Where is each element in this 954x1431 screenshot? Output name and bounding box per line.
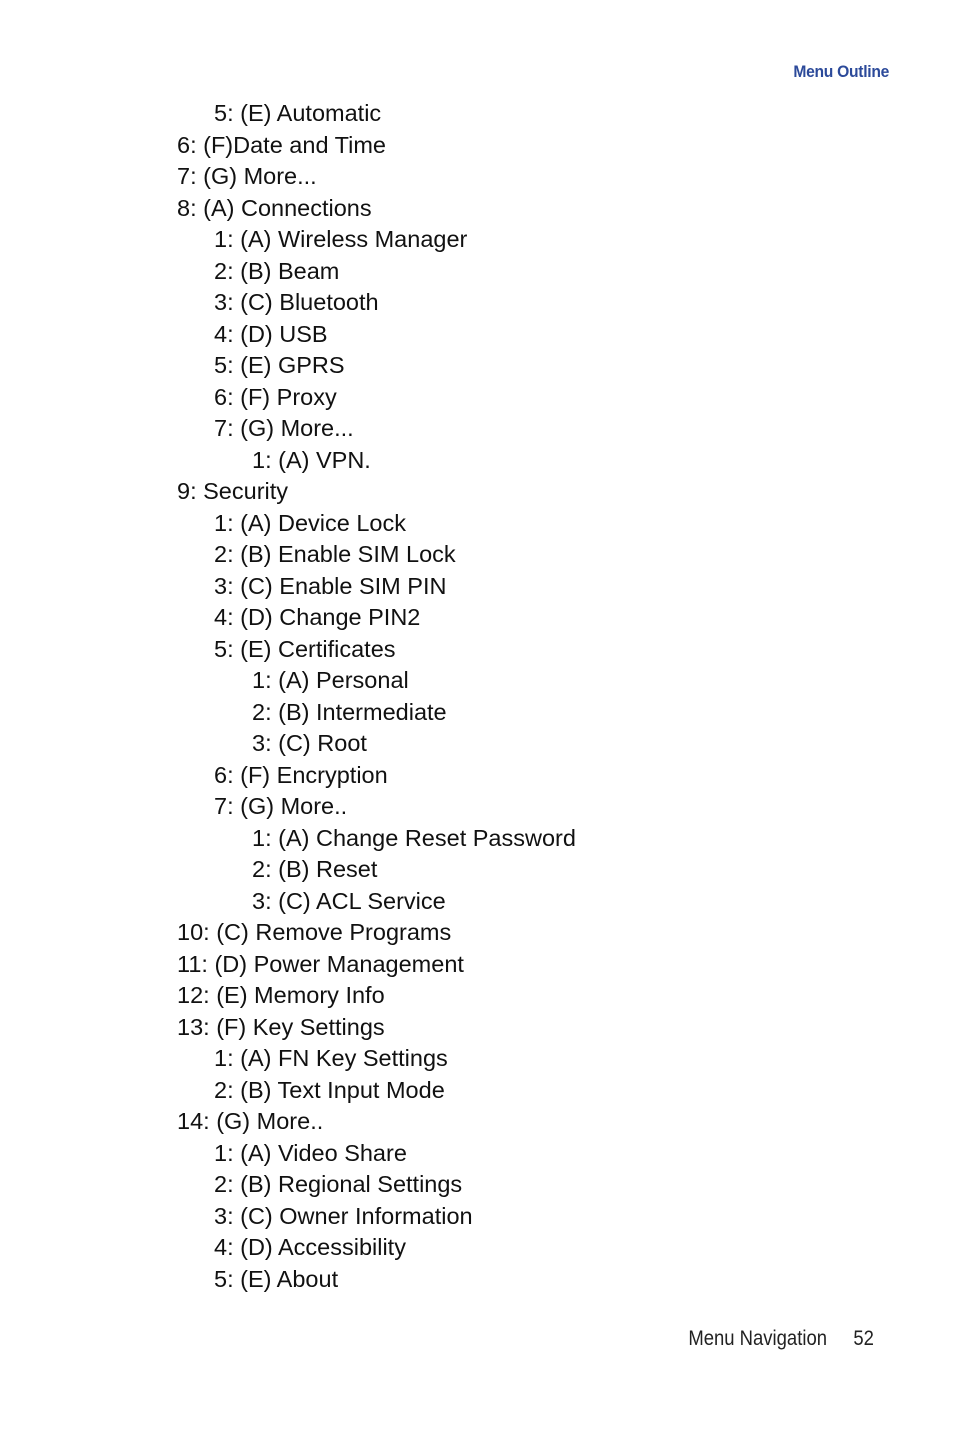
footer-page-number: 52 (853, 1327, 874, 1350)
outline-item: 2: (B) Beam (214, 257, 340, 284)
outline-item: 5: (E) GPRS (214, 352, 345, 378)
outline-item: 8: (A) Connections (177, 194, 372, 221)
outline-item: 7: (G) More.. (214, 793, 348, 819)
outline-item: 7: (G) More... (177, 163, 317, 189)
outline-item: 3: (C) ACL Service (252, 887, 446, 914)
outline-item: 5: (E) Automatic (214, 100, 382, 126)
outline-item: 1: (A) Personal (252, 667, 409, 693)
outline-item: 3: (C) Enable SIM PIN (214, 572, 447, 599)
outline-item: 1: (A) Device Lock (214, 509, 406, 536)
outline-item: 11: (D) Power Management (177, 950, 464, 977)
outline-item: 3: (C) Bluetooth (214, 289, 379, 315)
footer-section-name: Menu Navigation (688, 1327, 828, 1350)
outline-item: 1: (A) FN Key Settings (214, 1045, 448, 1071)
outline-item: 1: (A) Wireless Manager (214, 226, 468, 252)
menu-outline-list (177, 98, 576, 1295)
page-footer (688, 1327, 874, 1351)
outline-item: 6: (F) Encryption (214, 761, 388, 788)
outline-item: 7: (G) More... (214, 415, 354, 441)
page-header-title: Menu Outline (793, 62, 889, 81)
outline-item: 4: (D) USB (214, 320, 328, 347)
outline-item: 9: Security (177, 478, 289, 504)
outline-item: 14: (G) More.. (177, 1108, 324, 1134)
outline-item: 2: (B) Reset (252, 856, 378, 882)
outline-item: 6: (F) Proxy (214, 383, 337, 410)
outline-item: 5: (E) About (214, 1265, 339, 1292)
outline-item: 2: (B) Regional Settings (214, 1171, 463, 1197)
outline-item: 3: (C) Owner Information (214, 1202, 473, 1229)
outline-item: 1: (A) Change Reset Password (252, 824, 576, 851)
outline-item: 10: (C) Remove Programs (177, 919, 452, 945)
outline-item: 4: (D) Accessibility (214, 1234, 406, 1260)
outline-item: 2: (B) Intermediate (252, 698, 447, 725)
outline-item: 6: (F)Date and Time (177, 131, 386, 158)
outline-item: 1: (A) Video Share (214, 1139, 407, 1166)
outline-item: 12: (E) Memory Info (177, 982, 385, 1008)
outline-item: 2: (B) Enable SIM Lock (214, 541, 456, 567)
outline-item: 5: (E) Certificates (214, 635, 396, 662)
outline-item: 4: (D) Change PIN2 (214, 604, 421, 630)
outline-item: 1: (A) VPN. (252, 446, 371, 473)
outline-item: 2: (B) Text Input Mode (214, 1076, 445, 1103)
outline-item: 13: (F) Key Settings (177, 1013, 385, 1040)
outline-item: 3: (C) Root (252, 730, 367, 756)
